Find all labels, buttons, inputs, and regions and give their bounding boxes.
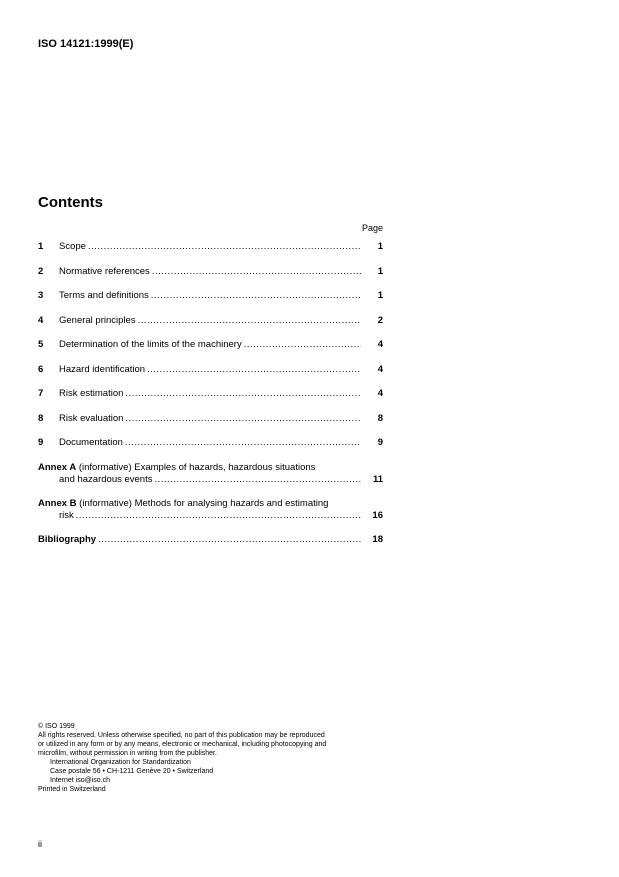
toc-entry-label: Scope	[59, 241, 86, 252]
toc-entry-annex-a[interactable]	[38, 462, 383, 498]
rights-line-2: or utilized in any form or by any means, electronic or mechanical, including photocopying and	[38, 741, 327, 748]
annex-a-title-line2: and hazardous events	[59, 473, 153, 485]
organization-internet: Internet iso@iso.ch	[50, 777, 111, 784]
toc-entry-label: Risk estimation	[59, 388, 124, 399]
toc-entry-page: 2	[377, 314, 383, 326]
toc-entry-number: 7	[38, 388, 44, 399]
rights-line-1: All rights reserved. Unless otherwise specified, no part of this publication may be reproduced	[38, 732, 325, 739]
rights-line-3: microfilm, without permission in writing from the publisher.	[38, 750, 217, 757]
dot-leader	[154, 474, 361, 485]
dot-leader	[244, 339, 361, 350]
toc-entry-number: 6	[38, 363, 44, 375]
dot-leader	[76, 510, 361, 521]
toc-entry-risk-evaluation[interactable]	[38, 413, 383, 438]
toc-entry-number: 2	[38, 265, 44, 277]
toc-entry-number: 1	[38, 241, 44, 252]
toc-entry-limits-of-machinery[interactable]	[38, 339, 383, 364]
dot-leader	[88, 241, 361, 252]
toc-entry-page: 1	[377, 290, 383, 301]
toc-entry-page: 9	[377, 437, 383, 448]
toc-entry-label: Determination of the limits of the machinery	[59, 339, 242, 350]
annex-b-title-line1: (informative) Methods for analysing hazards and estimating	[76, 497, 329, 509]
toc-entry-label: Hazard identification	[59, 363, 146, 375]
toc-entry-terms-and-definitions[interactable]	[38, 290, 383, 315]
document-id: ISO 14121:1999(E)	[38, 38, 134, 50]
dot-leader	[125, 437, 361, 448]
toc-entry-page: 4	[377, 339, 383, 350]
annex-b-name: Annex B	[38, 497, 77, 509]
dot-leader	[125, 388, 361, 399]
toc-entry-label: General principles	[59, 314, 136, 326]
dot-leader	[125, 413, 361, 424]
toc-entry-number: 4	[38, 314, 44, 326]
bibliography-page: 18	[372, 533, 383, 545]
organization-name: International Organization for Standardization	[50, 759, 191, 766]
annex-b-title-line2: risk	[59, 509, 74, 521]
toc-entry-page: 4	[377, 363, 383, 375]
annex-a-name: Annex A	[38, 461, 77, 473]
dot-leader	[147, 364, 361, 375]
toc-entry-label: Terms and definitions	[59, 290, 149, 301]
page-number: ii	[38, 839, 42, 849]
toc-entry-risk-estimation[interactable]	[38, 388, 383, 413]
toc-entry-documentation[interactable]	[38, 437, 383, 462]
toc-entry-number: 9	[38, 437, 44, 448]
toc-entry-page: 8	[377, 412, 383, 424]
toc-entry-page: 1	[377, 265, 383, 277]
toc-entry-label: Risk evaluation	[59, 412, 124, 424]
annex-a-title-line1: (informative) Examples of hazards, hazardous situations	[76, 461, 316, 473]
toc-entry-annex-b[interactable]	[38, 498, 383, 534]
toc-entry-number: 3	[38, 290, 44, 301]
dot-leader	[138, 315, 361, 326]
contents-title: Contents	[38, 194, 103, 211]
toc-entry-label: Normative references	[59, 265, 150, 277]
toc-entry-number: 8	[38, 412, 44, 424]
toc-entry-normative-references[interactable]	[38, 266, 383, 291]
annex-b-page: 16	[372, 509, 383, 521]
bibliography-label: Bibliography	[38, 533, 97, 545]
dot-leader	[98, 534, 361, 545]
annex-a-page: 11	[372, 473, 383, 485]
dot-leader	[151, 290, 361, 301]
copyright-line: © ISO 1999	[38, 723, 75, 730]
printed-in: Printed in Switzerland	[38, 786, 106, 793]
copyright-footer	[38, 722, 384, 794]
organization-address: Case postale 56 • CH-1211 Genève 20 • Switzerland	[50, 768, 214, 775]
toc-entry-hazard-identification[interactable]	[38, 364, 383, 389]
toc-entry-bibliography[interactable]	[38, 534, 383, 559]
toc-entry-general-principles[interactable]	[38, 315, 383, 340]
toc-entry-page: 4	[377, 388, 383, 399]
table-of-contents	[38, 241, 383, 558]
page-column-heading: Page	[361, 223, 383, 233]
toc-entry-number: 5	[38, 339, 44, 350]
toc-entry-page: 1	[377, 241, 383, 252]
toc-entry-label: Documentation	[59, 437, 123, 448]
toc-entry-scope[interactable]	[38, 241, 383, 266]
dot-leader	[152, 266, 361, 277]
